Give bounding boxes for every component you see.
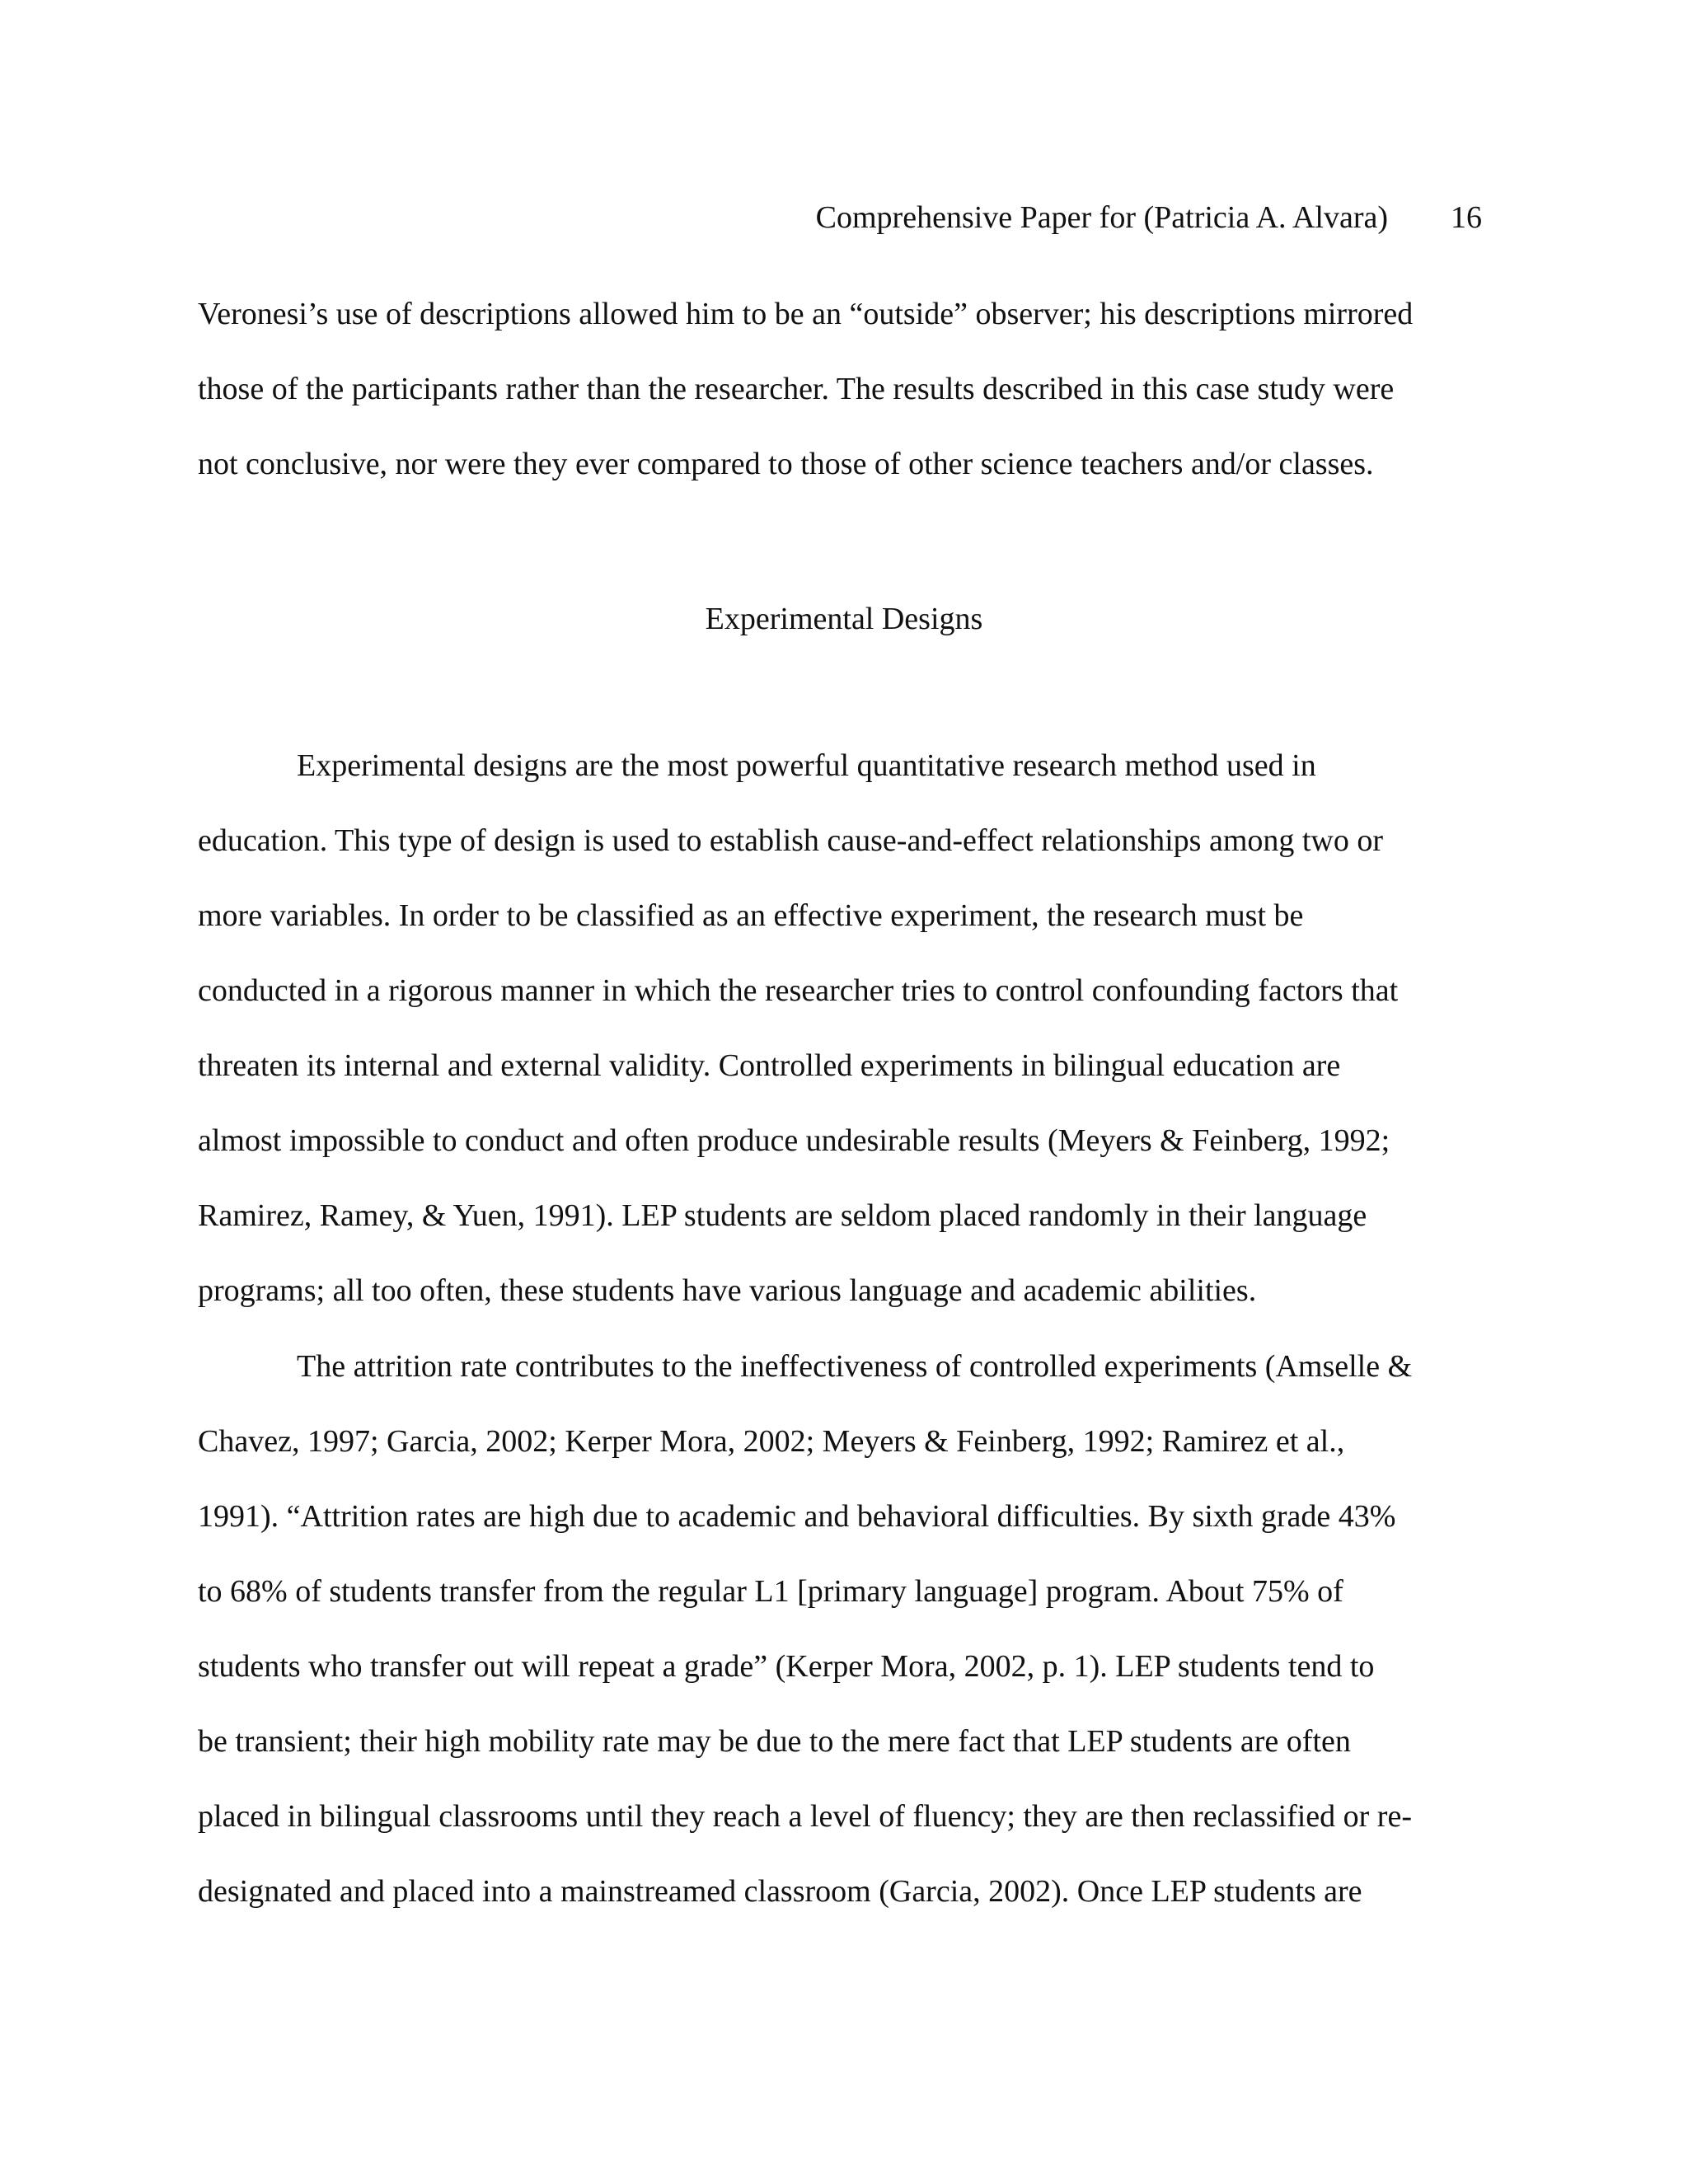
text-line: be transient; their high mobility rate may be due to the mere fact that LEP students are often (198, 1724, 1351, 1759)
text-line: students who transfer out will repeat a grade” (Kerper Mora, 2002, p. 1). LEP students tend to (198, 1649, 1375, 1684)
text-line: Experimental designs are the most powerful quantitative research method used in (297, 748, 1316, 783)
running-title: Comprehensive Paper for (Patricia A. Alvara) (815, 200, 1388, 235)
page-number: 16 (1451, 200, 1482, 235)
text-line: almost impossible to conduct and often produce undesirable results (Meyers & Feinberg, 1992; (198, 1123, 1390, 1158)
text-line: not conclusive, nor were they ever compared to those of other science teachers and/or classes. (198, 447, 1374, 481)
text-line: The attrition rate contributes to the ineffectiveness of controlled experiments (Amselle & (297, 1349, 1413, 1384)
text-line: Veronesi’s use of descriptions allowed him to be an “outside” observer; his descriptions mirrored (198, 297, 1414, 331)
text-line: to 68% of students transfer from the regular L1 [primary language] program. About 75% of (198, 1574, 1343, 1609)
text-line: threaten its internal and external validity. Controlled experiments in bilingual education are (198, 1048, 1341, 1083)
text-line: designated and placed into a mainstreamed classroom (Garcia, 2002). Once LEP students are (198, 1874, 1362, 1909)
text-line: education. This type of design is used to establish cause-and-effect relationships among two or (198, 823, 1384, 858)
text-line: Ramirez, Ramey, & Yuen, 1991). LEP students are seldom placed randomly in their language (198, 1198, 1367, 1233)
text-line: programs; all too often, these students have various language and academic abilities. (198, 1273, 1257, 1308)
text-line: those of the participants rather than the researcher. The results described in this case study were (198, 372, 1395, 406)
section-heading: Experimental Designs (705, 602, 983, 636)
text-line: conducted in a rigorous manner in which the researcher tries to control confounding factors that (198, 973, 1399, 1008)
running-head (816, 194, 1482, 241)
text-line: placed in bilingual classrooms until they reach a level of fluency; they are then reclassified or re- (198, 1799, 1412, 1834)
text-line: more variables. In order to be classified as an effective experiment, the research must be (198, 898, 1304, 933)
text-line: 1991). “Attrition rates are high due to academic and behavioral difficulties. By sixth grade 43% (198, 1499, 1396, 1534)
text-line: Chavez, 1997; Garcia, 2002; Kerper Mora, 2002; Meyers & Feinberg, 1992; Ramirez et al., (198, 1424, 1345, 1459)
